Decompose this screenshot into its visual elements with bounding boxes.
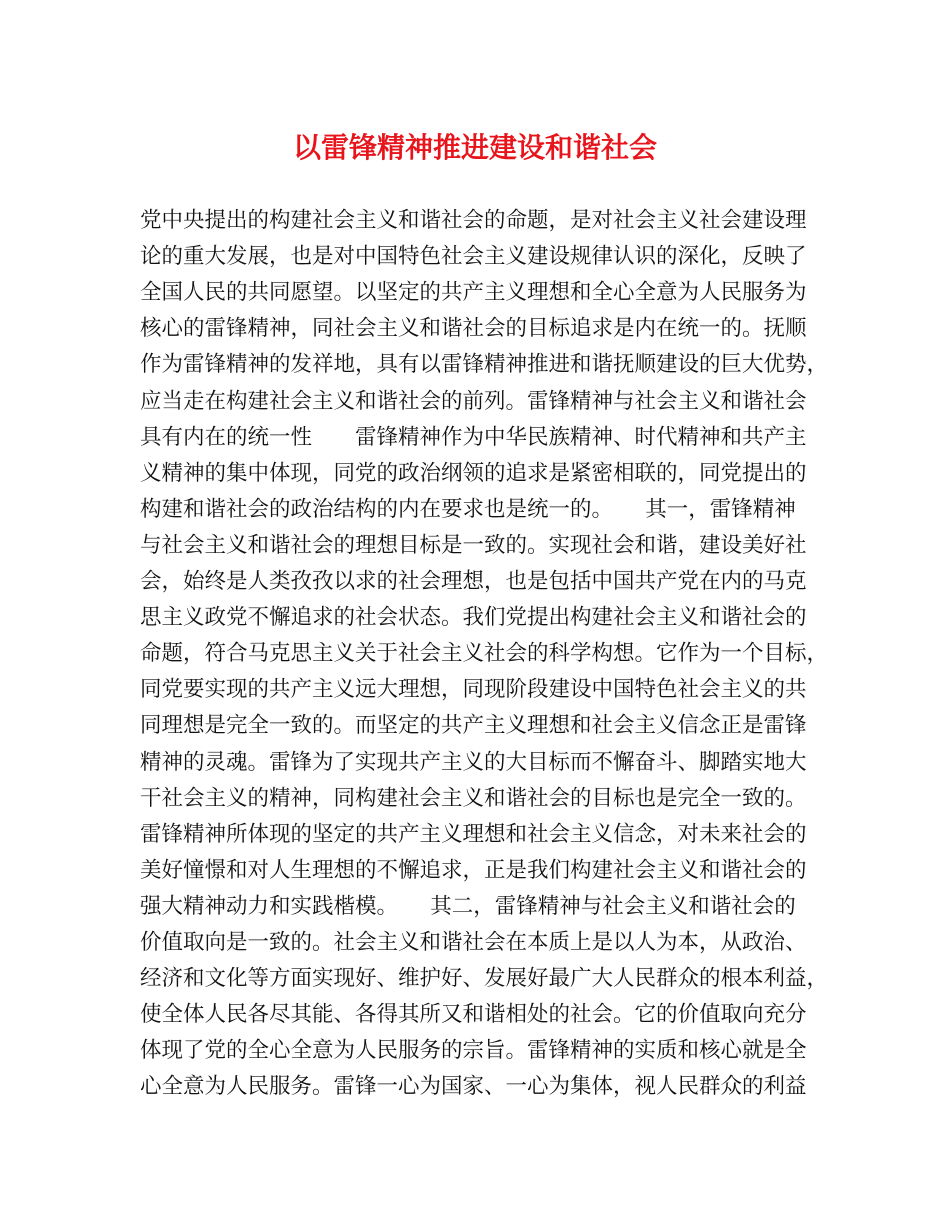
body-line: 应当走在构建社会主义和谐社会的前列。雷锋精神与社会主义和谐社会 — [140, 388, 807, 414]
body-line: 命题，符合马克思主义关于社会主义社会的科学构想。它作为一个目标， — [140, 641, 829, 667]
body-line: 强大精神动力和实践楷模。 其二，雷锋精神与社会主义和谐社会的 — [140, 893, 796, 919]
body-line: 同党要实现的共产主义远大理想，同现阶段建设中国特色社会主义的共 — [140, 677, 807, 703]
body-line: 与社会主义和谐社会的理想目标是一致的。实现社会和谐，建设美好社 — [140, 532, 807, 558]
body-line: 党中央提出的构建社会主义和谐社会的命题，是对社会主义社会建设理 — [140, 208, 807, 233]
body-line: 全国人民的共同愿望。以坚定的共产主义理想和全心全意为人民服务为 — [140, 280, 807, 306]
body-line: 雷锋精神所体现的坚定的共产主义理想和社会主义信念，对未来社会的 — [140, 821, 807, 847]
body-line: 会，始终是人类孜孜以求的社会理想，也是包括中国共产党在内的马克 — [140, 569, 807, 594]
body-line: 经济和文化等方面实现好、维护好、发展好最广大人民群众的根本利益， — [140, 966, 829, 992]
body-line: 具有内在的统一性 雷锋精神作为中华民族精神、时代精神和共产主 — [140, 424, 807, 450]
body-line: 价值取向是一致的。社会主义和谐社会在本质上是以人为本，从政治、 — [140, 930, 807, 955]
body-line: 干社会主义的精神，同构建社会主义和谐社会的目标也是完全一致的。 — [140, 785, 807, 811]
body-line: 体现了党的全心全意为人民服务的宗旨。雷锋精神的实质和核心就是全 — [140, 1038, 807, 1064]
body-line: 作为雷锋精神的发祥地，具有以雷锋精神推进和谐抚顺建设的巨大优势， — [140, 352, 829, 378]
body-line: 义精神的集中体现，同党的政治纲领的追求是紧密相联的，同党提出的 — [140, 460, 807, 486]
body-line: 构建和谐社会的政治结构的内在要求也是统一的。 其一，雷锋精神 — [140, 496, 796, 522]
body-line: 核心的雷锋精神，同社会主义和谐社会的目标追求是内在统一的。抚顺 — [140, 316, 807, 342]
body-line: 美好憧憬和对人生理想的不懈追求，正是我们构建社会主义和谐社会的 — [140, 857, 807, 883]
body-line: 使全体人民各尽其能、各得其所又和谐相处的社会。它的价值取向充分 — [140, 1002, 807, 1028]
body-line: 心全意为人民服务。雷锋一心为国家、一心为集体，视人民群众的利益 — [140, 1074, 807, 1100]
document-title: 以雷锋精神推进建设和谐社会 — [292, 131, 657, 164]
body-line: 同理想是完全一致的。而坚定的共产主义理想和社会主义信念正是雷锋 — [140, 713, 807, 739]
body-line: 思主义政党不懈追求的社会状态。我们党提出构建社会主义和谐社会的 — [140, 605, 807, 631]
body-line: 论的重大发展，也是对中国特色社会主义建设规律认识的深化，反映了 — [140, 244, 807, 270]
body-line: 精神的灵魂。雷锋为了实现共产主义的大目标而不懈奋斗、脚踏实地大 — [140, 749, 807, 775]
